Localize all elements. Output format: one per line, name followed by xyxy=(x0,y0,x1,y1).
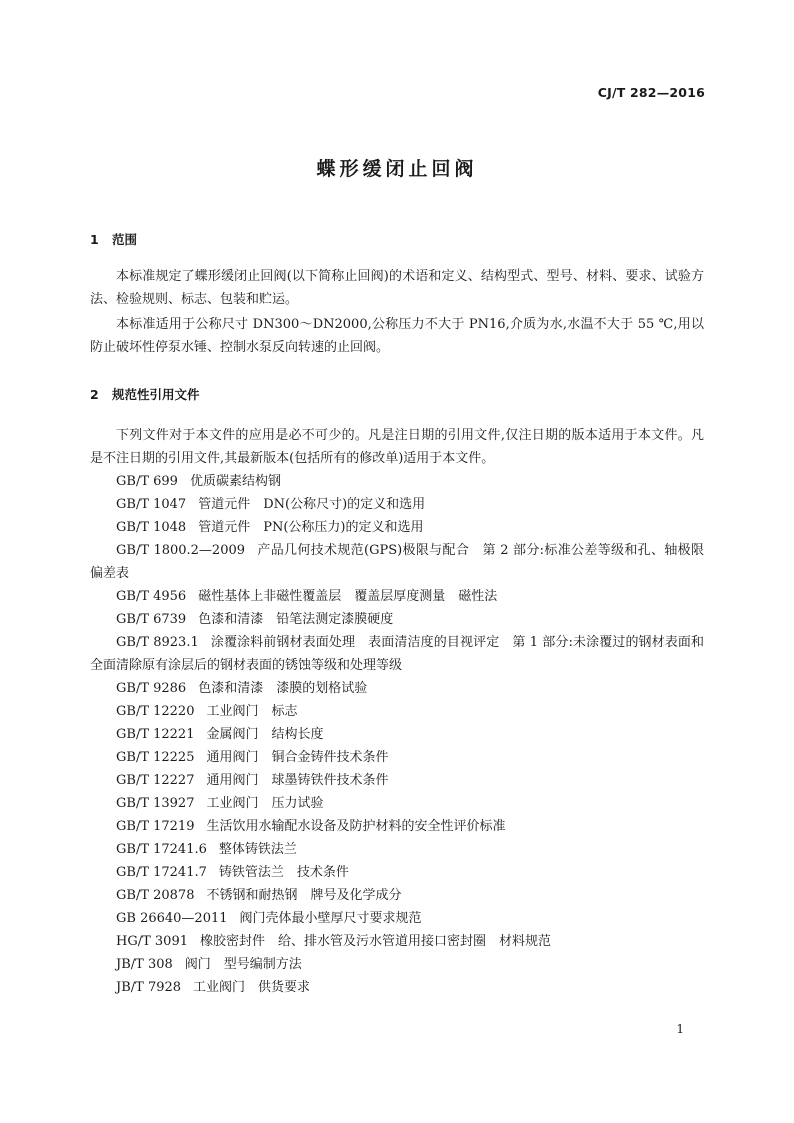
reference-code: GB 26640—2011 xyxy=(116,911,228,926)
reference-item xyxy=(90,585,704,608)
reference-item xyxy=(90,700,704,723)
reference-item xyxy=(90,769,704,792)
reference-code: GB/T 12220 xyxy=(116,704,195,719)
reference-item xyxy=(90,608,704,631)
section-title: 范围 xyxy=(112,232,138,247)
reference-title: 色漆和清漆 漆膜的划格试验 xyxy=(198,681,368,696)
references-intro-paragraph: 下列文件对于本文件的应用是必不可少的。凡是注日期的引用文件,仅注日期的版本适用于本文件。凡是不注日期的引用文件,其最新版本(包括所有的修改单)适用于本文件。 xyxy=(90,428,704,466)
reference-item xyxy=(90,493,704,516)
reference-title: 工业阀门 供货要求 xyxy=(193,980,311,995)
section-number: 2 xyxy=(90,387,99,402)
reference-title: 管道元件 PN(公称压力)的定义和选用 xyxy=(198,520,424,535)
reference-title: 涂覆涂料前钢材表面处理 表面清洁度的目视评定 第 1 部分:未涂覆过的钢材表面和全面清除原有涂层后的钢材表面的锈蚀等级和处理等级 xyxy=(90,635,705,673)
reference-code: GB/T 17241.7 xyxy=(116,865,207,880)
reference-title: 铸铁管法兰 技术条件 xyxy=(218,865,349,880)
reference-code: GB/T 20878 xyxy=(116,888,195,903)
page-number: 1 xyxy=(676,1022,684,1036)
reference-title: 整体铸铁法兰 xyxy=(218,842,297,857)
reference-title: 色漆和清漆 铅笔法测定漆膜硬度 xyxy=(198,612,394,627)
reference-item xyxy=(90,539,704,585)
reference-item xyxy=(90,470,704,493)
reference-code: GB/T 1800.2—2009 xyxy=(116,543,246,558)
reference-title: 产品几何技术规范(GPS)极限与配合 第 2 部分:标准公差等级和孔、轴极限偏差表 xyxy=(90,543,704,581)
reference-title: 生活饮用水输配水设备及防护材料的安全性评价标准 xyxy=(206,819,506,834)
reference-title: 橡胶密封件 给、排水管及污水管道用接口密封圈 材料规范 xyxy=(200,934,552,949)
reference-code: GB/T 6739 xyxy=(116,612,187,627)
reference-item xyxy=(90,631,704,677)
reference-item xyxy=(90,516,704,539)
reference-code: JB/T 7928 xyxy=(116,980,182,995)
reference-item xyxy=(90,677,704,700)
section-heading-scope xyxy=(90,230,137,248)
reference-title: 工业阀门 标志 xyxy=(206,704,298,719)
reference-code: GB/T 1048 xyxy=(116,520,187,535)
reference-title: 管道元件 DN(公称尺寸)的定义和选用 xyxy=(198,497,426,512)
reference-item xyxy=(90,930,704,953)
document-title: 蝶形缓闭止回阀 xyxy=(316,158,478,180)
reference-code: GB/T 12227 xyxy=(116,773,195,788)
reference-code: GB/T 1047 xyxy=(116,497,187,512)
reference-item xyxy=(90,907,704,930)
reference-code: GB/T 17219 xyxy=(116,819,195,834)
reference-title: 工业阀门 压力试验 xyxy=(206,796,324,811)
section-heading-normative-references xyxy=(90,385,200,403)
reference-item xyxy=(90,815,704,838)
reference-title: 阀门 型号编制方法 xyxy=(184,957,302,972)
reference-code: GB/T 9286 xyxy=(116,681,187,696)
standard-code: CJ/T 282—2016 xyxy=(597,85,705,100)
reference-item xyxy=(90,884,704,907)
reference-code: GB/T 12221 xyxy=(116,727,195,742)
reference-item xyxy=(90,723,704,746)
reference-item xyxy=(90,838,704,861)
reference-code: GB/T 13927 xyxy=(116,796,195,811)
reference-title: 优质碳素结构钢 xyxy=(189,474,281,489)
reference-list xyxy=(90,470,704,999)
reference-code: JB/T 308 xyxy=(116,957,173,972)
reference-item xyxy=(90,953,704,976)
reference-code: HG/T 3091 xyxy=(116,934,188,949)
reference-item xyxy=(90,792,704,815)
reference-code: GB/T 4956 xyxy=(116,589,187,604)
section-number: 1 xyxy=(90,232,99,247)
section-title: 规范性引用文件 xyxy=(112,387,200,402)
scope-paragraph-1: 本标准规定了蝶形缓闭止回阀(以下简称止回阀)的术语和定义、结构型式、型号、材料、要求、试验方法、检验规则、标志、包装和贮运。 xyxy=(90,269,704,307)
reference-code: GB/T 8923.1 xyxy=(116,635,199,650)
reference-item xyxy=(90,976,704,999)
reference-title: 阀门壳体最小壁厚尺寸要求规范 xyxy=(239,911,422,926)
reference-title: 通用阀门 铜合金铸件技术条件 xyxy=(206,750,389,765)
reference-title: 不锈钢和耐热钢 牌号及化学成分 xyxy=(206,888,402,903)
reference-item xyxy=(90,861,704,884)
reference-item xyxy=(90,746,704,769)
reference-title: 通用阀门 球墨铸铁件技术条件 xyxy=(206,773,389,788)
reference-code: GB/T 12225 xyxy=(116,750,195,765)
scope-paragraph-2: 本标准适用于公称尺寸 DN300～DN2000,公称压力不大于 PN16,介质为水,水温不大于 55 ℃,用以防止破坏性停泵水锤、控制水泵反向转速的止回阀。 xyxy=(90,317,704,355)
reference-code: GB/T 699 xyxy=(116,474,178,489)
reference-code: GB/T 17241.6 xyxy=(116,842,207,857)
reference-title: 金属阀门 结构长度 xyxy=(206,727,324,742)
reference-title: 磁性基体上非磁性覆盖层 覆盖层厚度测量 磁性法 xyxy=(198,589,498,604)
